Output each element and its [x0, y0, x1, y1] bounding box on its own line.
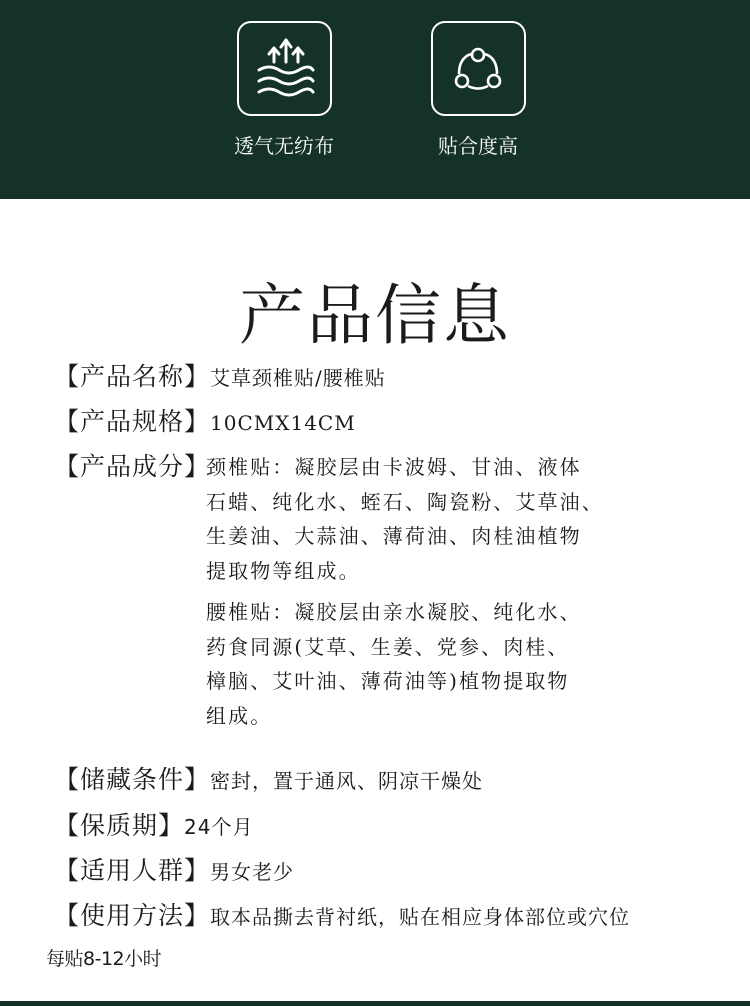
text-line: 组成。	[206, 703, 273, 728]
text-line: 提取物等组成。	[206, 558, 361, 583]
waist-patch-ingredients	[206, 595, 676, 733]
spec-key: 【使用方法】	[54, 901, 211, 930]
spec-key: 【储藏条件】	[54, 765, 211, 794]
feature-fit	[423, 21, 533, 159]
cycle-nodes-icon	[431, 21, 526, 116]
spec-size-row	[54, 407, 356, 438]
text-line: 药食同源(艾草、生姜、党参、肉桂、	[206, 634, 570, 659]
bottom-divider	[0, 1001, 750, 1006]
spec-name-row	[54, 362, 386, 393]
spec-value: 艾草颈椎贴/腰椎贴	[210, 366, 386, 390]
breathable-arrows-icon	[237, 21, 332, 116]
text-line: 石蜡、纯化水、蛭石、陶瓷粉、艾草油、	[206, 489, 604, 514]
text-line: 樟脑、艾叶油、薄荷油等)植物提取物	[206, 669, 570, 693]
spec-value: 24个月	[184, 815, 254, 839]
spec-key: 【产品成分】	[54, 452, 211, 481]
spec-value: 取本品撕去背衬纸，贴在相应身体部位或穴位	[210, 905, 631, 929]
feature-banner	[0, 0, 750, 199]
spec-storage-row	[54, 765, 483, 796]
text-line: 腰椎贴：凝胶层由亲水凝胶、纯化水、	[206, 600, 582, 624]
spec-value: 男女老少	[210, 860, 295, 884]
usage-duration-note: 每贴8-12小时	[46, 948, 162, 970]
text-line: 颈椎贴：凝胶层由卡波姆、甘油、液体	[206, 455, 582, 479]
page-title: 产品信息	[239, 277, 511, 354]
spec-audience-row	[54, 856, 294, 887]
spec-shelf-life-row	[54, 811, 253, 842]
neck-patch-ingredients	[206, 450, 676, 588]
spec-value: 密封，置于通风、阴凉干燥处	[210, 769, 484, 793]
spec-key: 【产品名称】	[54, 362, 211, 391]
spec-value: 10CMX14CM	[210, 411, 356, 435]
spec-key: 【保质期】	[54, 811, 185, 840]
feature-breathable	[229, 21, 339, 159]
spec-ingredients-row	[54, 452, 210, 483]
spec-key: 【适用人群】	[54, 856, 211, 885]
text-line: 生姜油、大蒜油、薄荷油、肉桂油植物	[206, 524, 582, 548]
spec-usage-row	[54, 901, 630, 932]
feature-label: 透气无纺布	[234, 134, 334, 158]
spec-key: 【产品规格】	[54, 407, 211, 436]
feature-label: 贴合度高	[438, 134, 518, 158]
